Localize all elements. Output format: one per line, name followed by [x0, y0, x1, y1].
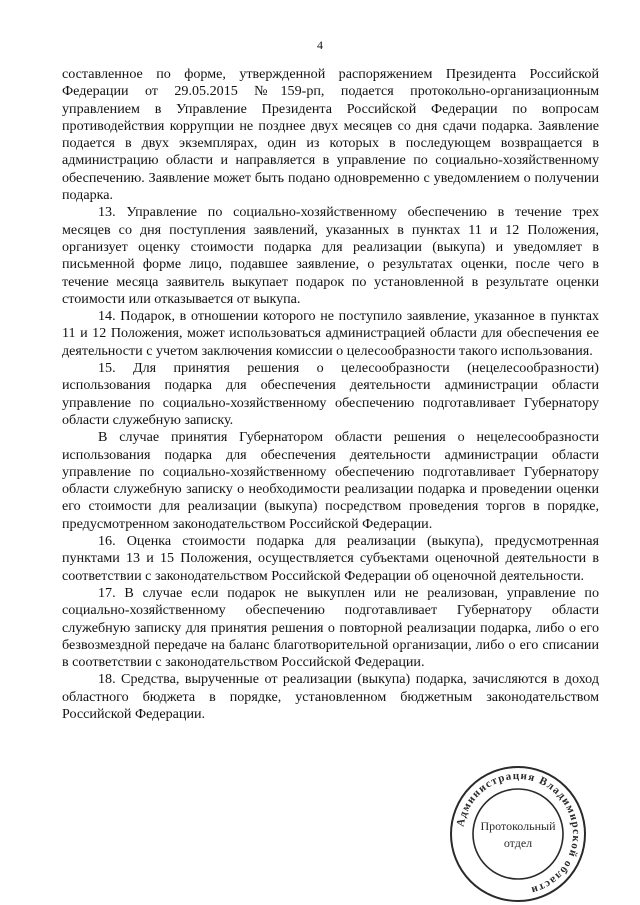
paragraph-14: 14. Подарок, в отношении которого не поступило заявление, указанное в пунктах 11 и 12 Положения, может использоваться администрацией области для обеспечения ее деятельности с учетом заключения комиссии о целесообразности такого использования. [62, 308, 599, 359]
document-body [62, 66, 599, 723]
paragraph-continuation: составленное по форме, утвержденной распоряжением Президента Российской Федерации от 29.05.2015 №159-рп, подается протокольно-организационным управлением в Управление Президента Российской Федерации по вопросам противодействия коррупции не позднее двух месяцев со дня сдачи подарка. Заявление подается в двух экземплярах, один из которых в последующем возвращается в администрацию области и направляется в управление по социально-хозяйственному обеспечению. Заявление может быть подано одновременно с уведомлением о получении подарка. [62, 66, 599, 204]
paragraph-18: 18. Средства, вырученные от реализации (выкупа) подарка, зачисляются в доход областного бюджета в порядке, установленном бюджетным законодательством Российской Федерации. [62, 671, 599, 722]
paragraph-15: 15. Для принятия решения о целесообразности (нецелесообразности) использования подарка для обеспечения деятельности администрации области управление по социально-хозяйственному обеспечению подготавливает Губернатору области служебную записку. [62, 360, 599, 428]
paragraph-16: 16. Оценка стоимости подарка для реализации (выкупа), предусмотренная пунктами 13 и 15 Положения, осуществляется субъектами оценочной деятельности в соответствии с законодательством Российской Федерации об оценочной деятельности. [62, 533, 599, 584]
stamp-outer-text: Администрация Владимирской области [454, 769, 583, 897]
paragraph-13: 13. Управление по социально-хозяйственному обеспечению в течение трех месяцев со дня поступления заявлений, указанных в пунктах 11 и 12 Положения, организует оценку стоимости подарка для реализации (выкупа) и уведомляет в письменной форме лицо, подавшее заявление, о результатах оценки, после чего в течение месяца заявитель выкупает подарок по установленной в результате оценки стоимости или отказывается от выкупа. [62, 204, 599, 307]
stamp-inner-line2: отдел [503, 836, 533, 850]
stamp-inner-line1: Протокольный [480, 819, 556, 833]
paragraph-15-continued: В случае принятия Губернатором области решения о нецелесообразности использования подарка для обеспечения деятельности администрации области управление по социально-хозяйственному обеспечению подготавливает Губернатору области служебную записку о необходимости реализации подарка и проведении оценки его стоимости для реализации (выкупа) посредством проведения торгов в порядке, предусмотренном законодательством Российской Федерации. [62, 429, 599, 532]
paragraph-17: 17. В случае если подарок не выкуплен или не реализован, управление по социально-хозяйственному обеспечению подготавливает Губернатору области служебную записку для принятия решения о повторной реализации подарка, либо о его безвозмездной передаче на баланс благотворительной организации, либо о его списании в соответствии с законодательством Российской Федерации. [62, 584, 599, 671]
protocol-department-stamp [448, 764, 588, 904]
page-number: 4 [317, 38, 323, 52]
